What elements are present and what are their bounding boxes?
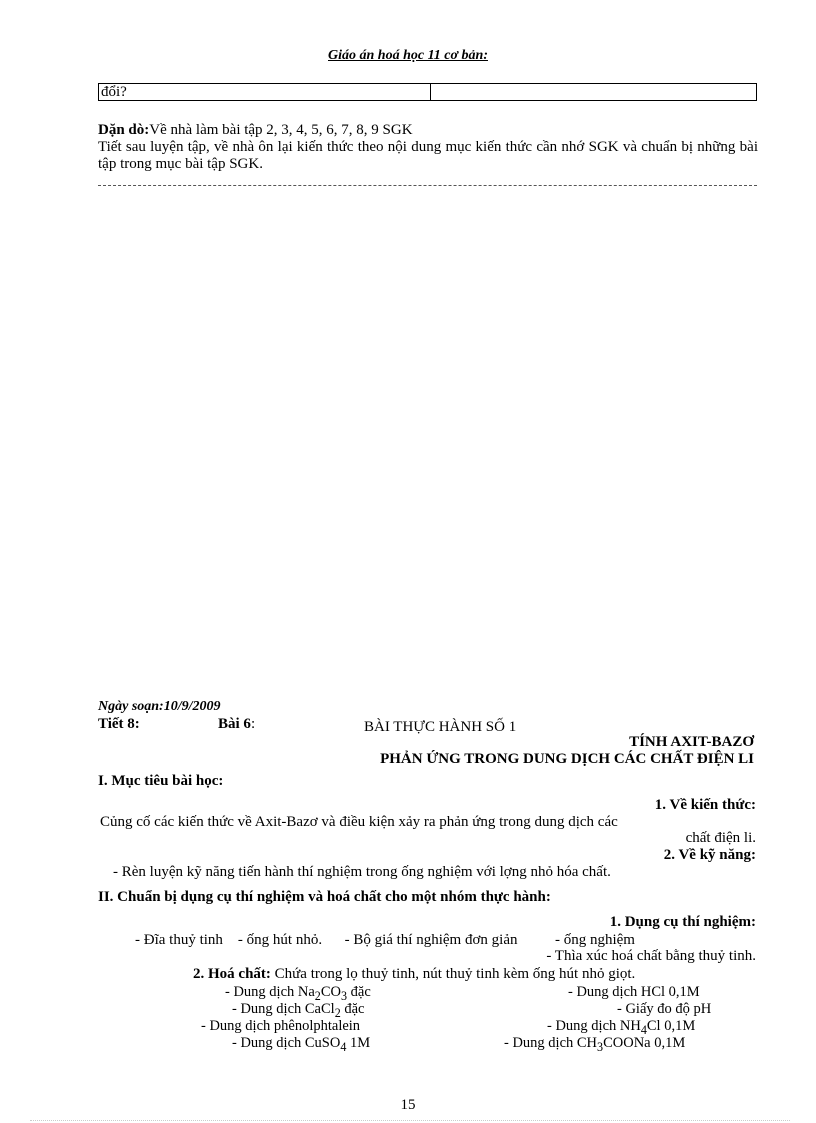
- page-number: 15: [400, 1097, 416, 1113]
- lesson-label: Bài 6: [218, 716, 251, 732]
- homework-text: Về nhà làm bài tập 2, 3, 4, 5, 6, 7, 8, 9 SGK: [149, 122, 413, 138]
- lesson-colon: :: [250, 716, 256, 732]
- tools-heading: 1. Dụng cụ thí nghiệm:: [609, 914, 756, 930]
- chem-right-2: - Dung dịch $NH_4Cl$ 0,1M: [547, 1018, 696, 1037]
- tools-line-1: - Đĩa thuỷ tinh - ống hút nhỏ. - Bộ giá thí nghiệm đơn giản - ống nghiệm: [135, 932, 635, 948]
- skill-text: - Rèn luyện kỹ năng tiến hành thí nghiệm trong ống nghiệm với lợng nhỏ hóa chất.: [113, 864, 611, 880]
- homework-label: Dặn dò:: [98, 122, 150, 138]
- chem-right-3: - Dung dịch $CH_3COONa$ 0,1M: [504, 1035, 686, 1054]
- chem-left-3: - Dung dịch CuSO$_4$ 1M: [232, 1035, 371, 1054]
- lab-title: BÀI THỰC HÀNH SỐ 1: [364, 719, 517, 735]
- page-header-title: Giáo án hoá học 11 cơ bản:: [328, 48, 488, 63]
- chem-left-2: - Dung dịch phênolphtalein: [201, 1018, 361, 1034]
- homework-line-2: Tiết sau luyện tập, về nhà ôn lại kiến thức theo nội dung mục kiến thức cần nhớ SGK và chuẩn bị những bài tập trong mục bài tập SGK.: [98, 139, 758, 172]
- section-1-heading: I. Mục tiêu bài học:: [98, 773, 224, 789]
- lab-subtitle-2: PHẢN ỨNG TRONG DUNG DỊCH CÁC CHẤT ĐIỆN LI: [380, 751, 754, 767]
- knowledge-text-2: chất điện li.: [685, 830, 756, 846]
- tools-line-2: - Thìa xúc hoá chất bằng thuỷ tinh.: [546, 948, 756, 964]
- chem-right-1: - Giấy đo độ pH: [617, 1001, 712, 1017]
- chemicals-intro-line: [193, 966, 635, 983]
- table-cell-right: [431, 84, 756, 100]
- homework-block: [98, 122, 758, 173]
- chemicals-intro: Chứa trong lọ thuỷ tinh, nút thuỷ tinh kèm ống hút nhỏ giọt.: [270, 966, 636, 982]
- chemicals-heading: 2. Hoá chất:: [193, 966, 271, 982]
- section-2-heading: II. Chuẩn bị dụng cụ thí nghiệm và hoá chất cho một nhóm thực hành:: [98, 889, 551, 905]
- prep-date: Ngày soạn:10/9/2009: [98, 699, 221, 714]
- table-cell-left: đổi?: [99, 84, 431, 100]
- period-label: Tiết 8:: [98, 716, 140, 732]
- section-divider: [98, 185, 757, 186]
- top-table-row: [98, 83, 757, 101]
- skill-heading: 2. Về kỹ năng:: [663, 847, 756, 863]
- knowledge-heading: 1. Về kiến thức:: [654, 797, 756, 813]
- knowledge-text-1: Củng cố các kiến thức về Axit-Bazơ và điều kiện xảy ra phản ứng trong dung dịch các: [100, 814, 618, 830]
- chem-left-0: - Dung dịch $Na_2CO_3$ đặc: [225, 984, 371, 1003]
- lab-subtitle-1: TÍNH AXIT-BAZƠ: [629, 734, 754, 750]
- chem-left-1: - Dung dịch CaCl$_2$ đặc: [232, 1001, 365, 1020]
- footer-rule: [30, 1120, 790, 1121]
- lesson-number: [218, 716, 255, 733]
- chem-right-0: - Dung dịch HCl 0,1M: [568, 984, 700, 1000]
- homework-line-1: [98, 122, 758, 139]
